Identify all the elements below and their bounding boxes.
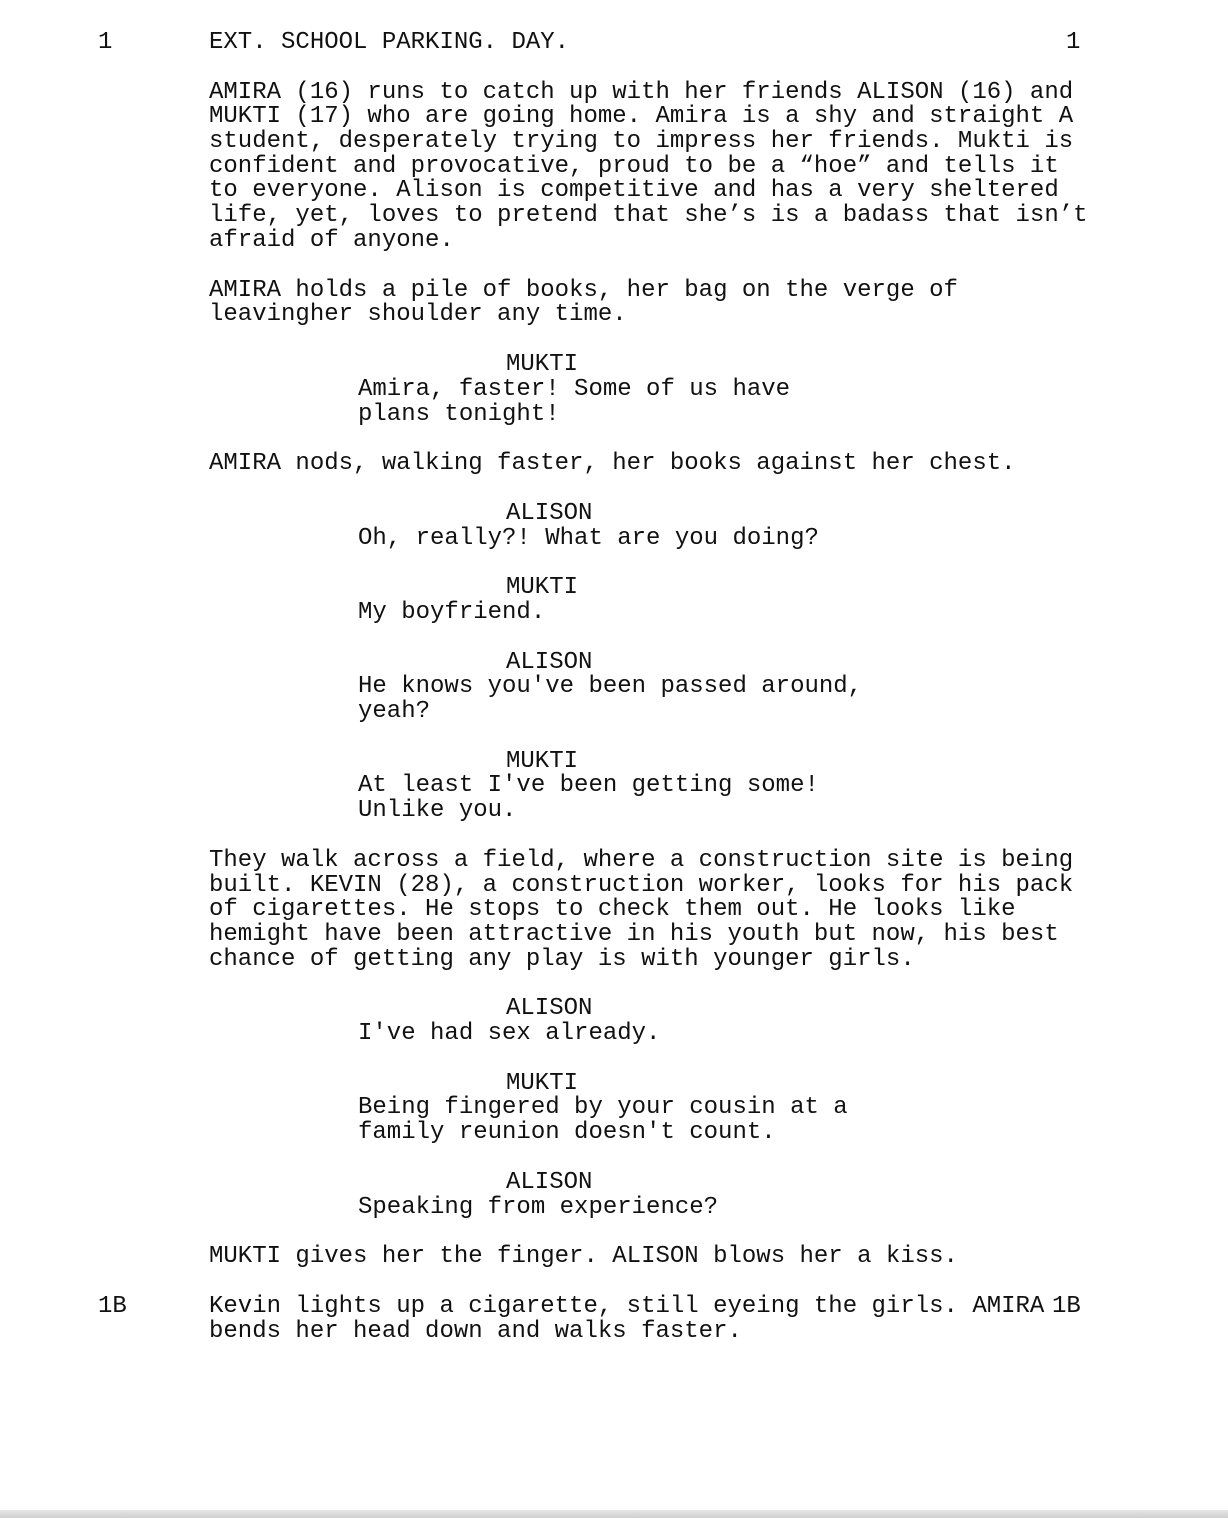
dialogue-line: Amira, faster! Some of us have	[358, 376, 791, 403]
scene-number-right: 1	[1066, 29, 1081, 56]
character-name: MUKTI	[506, 574, 579, 601]
action-line: life, yet, loves to pretend that she’s is a badass that isn’t	[209, 202, 1088, 229]
character-name: ALISON	[506, 995, 593, 1022]
action-line: built. KEVIN (28), a construction worker, looks for his pack	[209, 872, 1074, 899]
action-line: leavingher shoulder any time.	[209, 301, 627, 328]
action-line: They walk across a field, where a construction site is being	[209, 847, 1074, 874]
scene-number-right: 1B	[1052, 1293, 1081, 1320]
character-name: ALISON	[506, 500, 593, 527]
scene-number-left: 1B	[98, 1293, 127, 1320]
dialogue-line: yeah?	[358, 698, 431, 725]
action-line: to everyone. Alison is competitive and has a very sheltered	[209, 177, 1059, 204]
window-bottom-edge	[0, 1510, 1228, 1518]
character-name: ALISON	[506, 1169, 593, 1196]
dialogue-line: Being fingered by your cousin at a	[358, 1094, 848, 1121]
dialogue-line: Speaking from experience?	[358, 1194, 719, 1221]
dialogue-line: Unlike you.	[358, 797, 517, 824]
action-line: afraid of anyone.	[209, 227, 454, 254]
action-line: MUKTI gives her the finger. ALISON blows her a kiss.	[209, 1243, 958, 1270]
dialogue-line: family reunion doesn't count.	[358, 1119, 776, 1146]
action-line: bends her head down and walks faster.	[209, 1318, 742, 1345]
action-line: AMIRA holds a pile of books, her bag on the verge of	[209, 277, 958, 304]
action-line: hemight have been attractive in his youth but now, his best	[209, 921, 1059, 948]
action-line: MUKTI (17) who are going home. Amira is a shy and straight A	[209, 103, 1074, 130]
dialogue-line: At least I've been getting some!	[358, 772, 819, 799]
dialogue-line: I've had sex already.	[358, 1020, 661, 1047]
action-line: confident and provocative, proud to be a “hoe” and tells it	[209, 153, 1059, 180]
dialogue-line: Oh, really?! What are you doing?	[358, 525, 819, 552]
action-line: AMIRA (16) runs to catch up with her friends ALISON (16) and	[209, 79, 1074, 106]
character-name: MUKTI	[506, 1070, 579, 1097]
action-line: AMIRA nods, walking faster, her books against her chest.	[209, 450, 1016, 477]
character-name: ALISON	[506, 649, 593, 676]
scene-number-left: 1	[98, 29, 113, 56]
dialogue-line: My boyfriend.	[358, 599, 546, 626]
character-name: MUKTI	[506, 351, 579, 378]
character-name: MUKTI	[506, 748, 579, 775]
action-line: chance of getting any play is with younger girls.	[209, 946, 915, 973]
action-line: student, desperately trying to impress her friends. Mukti is	[209, 128, 1074, 155]
dialogue-line: He knows you've been passed around,	[358, 673, 863, 700]
scene-heading: EXT. SCHOOL PARKING. DAY.	[209, 29, 570, 56]
action-line: of cigarettes. He stops to check them out. He looks like	[209, 896, 1016, 923]
action-line: Kevin lights up a cigarette, still eyeing the girls. AMIRA	[209, 1293, 1045, 1320]
dialogue-line: plans tonight!	[358, 401, 560, 428]
